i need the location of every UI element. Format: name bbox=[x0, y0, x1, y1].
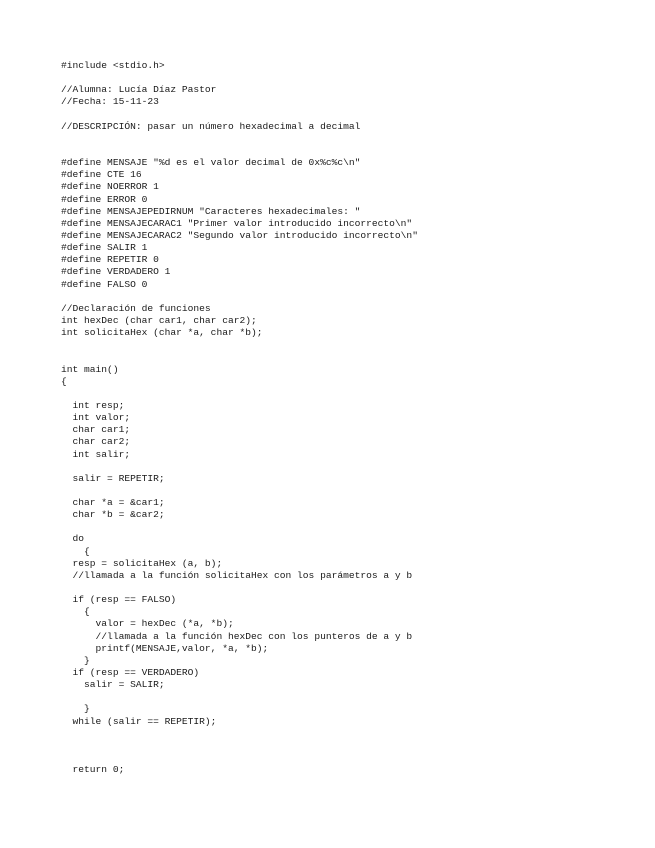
code-line: #include <stdio.h> bbox=[61, 60, 165, 71]
code-line: int hexDec (char car1, char car2); bbox=[61, 314, 257, 326]
code-line: char *b = &car2; bbox=[61, 509, 165, 521]
code-line: while (salir == REPETIR); bbox=[61, 715, 217, 727]
code-line: int valor; bbox=[61, 412, 131, 424]
source-code-block bbox=[61, 60, 418, 776]
code-line: //Fecha: 15-11-23 bbox=[61, 96, 159, 108]
code-line: #define MENSAJE "%d es el valor decimal de 0x%c%c\n" bbox=[61, 157, 361, 169]
code-line: #define VERDADERO 1 bbox=[61, 266, 171, 278]
code-line: { bbox=[61, 375, 67, 387]
code-line: #define SALIR 1 bbox=[61, 242, 148, 254]
code-line: #define FALSO 0 bbox=[61, 278, 148, 290]
code-line: if (resp == VERDADERO) bbox=[61, 667, 200, 679]
code-line bbox=[61, 133, 418, 145]
code-line bbox=[61, 145, 418, 157]
code-line bbox=[61, 752, 418, 764]
code-line bbox=[61, 72, 418, 84]
code-line bbox=[61, 485, 418, 497]
code-line bbox=[61, 339, 418, 351]
code-line bbox=[61, 521, 418, 533]
code-line: return 0; bbox=[61, 764, 125, 776]
code-line: if (resp == FALSO) bbox=[61, 594, 177, 606]
code-line bbox=[61, 109, 418, 121]
code-line bbox=[61, 388, 418, 400]
code-line: #define NOERROR 1 bbox=[61, 181, 159, 193]
code-line: char car2; bbox=[61, 436, 131, 448]
code-line bbox=[61, 740, 418, 752]
code-line: } bbox=[61, 703, 90, 715]
code-line: int salir; bbox=[61, 448, 131, 460]
code-line: #define CTE 16 bbox=[61, 169, 142, 181]
code-line: //Declaración de funciones bbox=[61, 302, 211, 314]
code-line: do bbox=[61, 533, 85, 545]
code-line: valor = hexDec (*a, *b); bbox=[61, 618, 234, 630]
code-line bbox=[61, 582, 418, 594]
code-line: char *a = &car1; bbox=[61, 497, 165, 509]
code-line: #define REPETIR 0 bbox=[61, 254, 159, 266]
code-line bbox=[61, 461, 418, 473]
code-line: int main() bbox=[61, 363, 119, 375]
code-line: #define MENSAJECARAC2 "Segundo valor introducido incorrecto\n" bbox=[61, 229, 418, 241]
code-line: #define ERROR 0 bbox=[61, 193, 148, 205]
code-line: int solicitaHex (char *a, char *b); bbox=[61, 327, 263, 339]
code-line: //Alumna: Lucía Díaz Pastor bbox=[61, 84, 217, 96]
code-line: resp = solicitaHex (a, b); bbox=[61, 557, 223, 569]
code-line bbox=[61, 291, 418, 303]
code-line: salir = REPETIR; bbox=[61, 472, 165, 484]
code-line: int resp; bbox=[61, 399, 125, 411]
code-line: { bbox=[61, 606, 90, 618]
code-line: //llamada a la función solicitaHex con los parámetros a y b bbox=[61, 569, 413, 581]
code-line: //llamada a la función hexDec con los punteros de a y b bbox=[61, 630, 413, 642]
code-line bbox=[61, 691, 418, 703]
code-line: printf(MENSAJE,valor, *a, *b); bbox=[61, 642, 269, 654]
code-line: #define MENSAJECARAC1 "Primer valor introducido incorrecto\n" bbox=[61, 217, 413, 229]
code-line: #define MENSAJEPEDIRNUM "Caracteres hexadecimales: " bbox=[61, 205, 361, 217]
code-line bbox=[61, 728, 418, 740]
code-line: { bbox=[61, 545, 90, 557]
code-line: salir = SALIR; bbox=[61, 679, 165, 691]
code-line bbox=[61, 351, 418, 363]
code-line: char car1; bbox=[61, 424, 131, 436]
code-line: //DESCRIPCIÓN: pasar un número hexadecimal a decimal bbox=[61, 120, 361, 132]
code-line: } bbox=[61, 654, 90, 666]
